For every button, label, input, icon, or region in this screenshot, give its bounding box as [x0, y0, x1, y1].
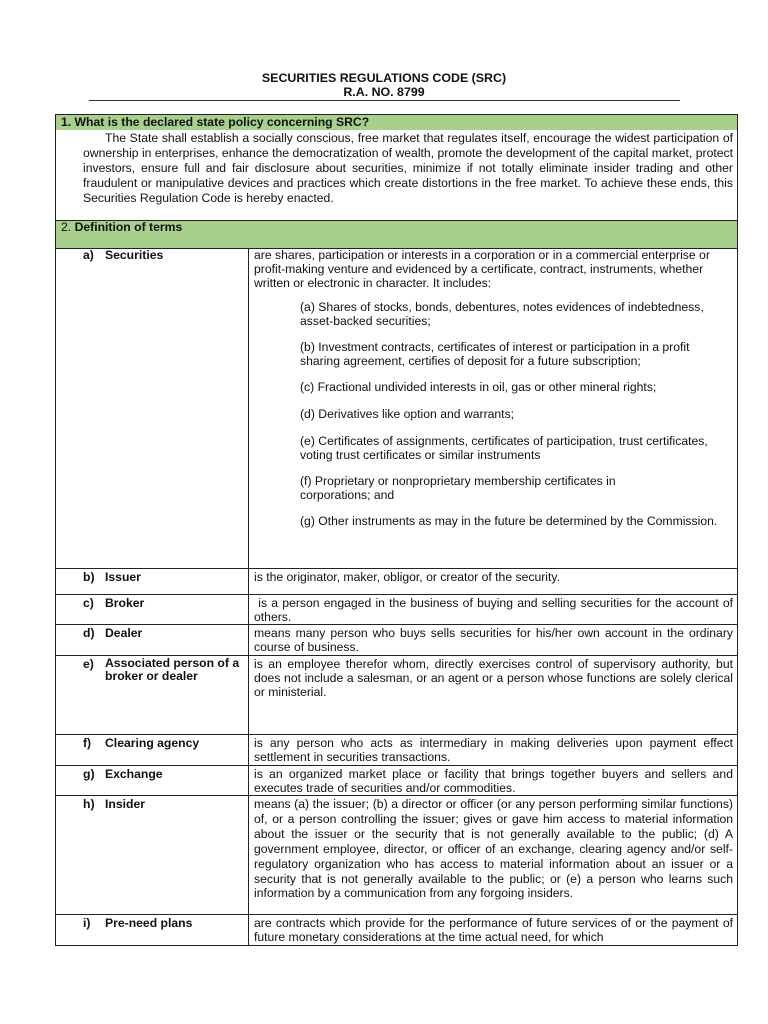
document-subtitle: R.A. NO. 8799	[343, 85, 425, 99]
term-label: Associated person of a broker or dealer	[105, 656, 240, 683]
term-letter: i)	[83, 916, 91, 930]
row-divider	[55, 624, 738, 625]
term-clearing-agency	[83, 736, 199, 750]
section2-heading	[61, 220, 182, 234]
definition-issuer: is the originator, maker, obligor, or creator of the security.	[254, 570, 560, 584]
term-insider	[83, 797, 145, 811]
row-divider	[55, 765, 738, 766]
term-letter: b)	[83, 570, 95, 584]
definition-clearing-agency: is any person who acts as intermediary in making deliveries upon payment effect settlement in securities transactions.	[254, 736, 733, 764]
term-letter: e)	[83, 657, 94, 671]
securities-item: (e) Certificates of assignments, certificates of participation, trust certificates, voting trust certificates or similar instruments	[300, 434, 708, 462]
securities-item: (a) Shares of stocks, bonds, debentures, notes evidences of indebtedness, asset-backed securities;	[300, 300, 704, 328]
row-divider	[55, 594, 738, 595]
term-letter: f)	[83, 736, 92, 750]
term-issuer	[83, 570, 141, 584]
term-label: Pre-need plans	[105, 916, 193, 930]
term-associated-person	[83, 657, 245, 683]
term-letter: c)	[83, 596, 94, 610]
title-underline	[89, 100, 680, 101]
document-title: SECURITIES REGULATIONS CODE (SRC)	[261, 71, 507, 85]
definition-securities: are shares, participation or interests in a corporation or in a commercial enterprise or profit-making venture and evidenced by a certificate, contract, instruments, whether written or electronic in character. It includes:	[254, 248, 710, 290]
term-label: Issuer	[105, 570, 141, 584]
definition-exchange: is an organized market place or facility that brings together buyers and sellers and executes trade of securities and/or commodities.	[254, 767, 733, 795]
section2-heading-number: 2.	[61, 220, 72, 234]
term-dealer	[83, 626, 142, 640]
term-label: Broker	[105, 596, 145, 610]
securities-item: (g) Other instruments as may in the future be determined by the Commission.	[300, 514, 718, 528]
term-broker	[83, 596, 144, 610]
definition-broker: is a person engaged in the business of buying and selling securities for the account of others.	[254, 596, 737, 624]
section1-body: The State shall establish a socially conscious, free market that regulates itself, encourage the widest participation of ownership in enterprises, enhance the democratization of wealth, promote the development of the capital market, protect investors, ensure full and fair disclosure about securities, minimize if not totally eliminate insider trading and other fraudulent or manipulative devices and practices which create distortions in the free market. To achieve these ends, this Securities Regulation Code is hereby enacted.	[83, 131, 733, 205]
term-letter: a)	[83, 248, 94, 262]
term-letter: d)	[83, 626, 95, 640]
row-divider	[55, 734, 738, 735]
table-column-divider	[248, 249, 249, 946]
term-letter: g)	[83, 767, 95, 781]
table-right-border	[737, 249, 738, 946]
table-bottom-border	[55, 945, 738, 946]
term-securities	[83, 248, 163, 262]
definition-associated-person: is an employee therefor whom, directly exercises control of supervisory authority, but does not include a salesman, or an agent or a person whose functions are solely clerical or ministerial.	[254, 657, 733, 699]
term-label: Dealer	[105, 626, 143, 640]
term-letter: h)	[83, 797, 95, 811]
term-pre-need-plans	[83, 916, 192, 930]
term-label: Securities	[105, 248, 164, 262]
securities-item: (c) Fractional undivided interests in oil, gas or other mineral rights;	[300, 380, 657, 394]
row-divider	[55, 795, 738, 796]
securities-item: (f) Proprietary or nonproprietary membership certificates in corporations; and	[300, 474, 616, 502]
term-exchange	[83, 767, 163, 781]
securities-item: (d) Derivatives like option and warrants;	[300, 407, 515, 421]
securities-item: (b) Investment contracts, certificates of interest or participation in a profit sharing agreement, certifies of deposit for a future subscription;	[300, 340, 690, 368]
term-label: Insider	[105, 797, 145, 811]
row-divider	[55, 914, 738, 915]
row-divider	[55, 568, 738, 569]
definition-insider: means (a) the issuer; (b) a director or officer (or any person performing similar functions) of, or a person controlling the issuer; gives or gave him access to material information about the issuer or the security that is not generally available to the public; (d) A government employee, director, or officer of an exchange, clearing agency and/or self-regulatory organization who has access to material information about an issuer or a security that is not generally available to the public; or (e) a person who learns such information by a communication from any forgoing insiders.	[254, 797, 733, 901]
definition-pre-need-plans: are contracts which provide for the performance of future services of or the payment of future monetary considerations at the time actual need, for which	[254, 916, 733, 944]
definition-dealer: means many person who buys sells securities for his/her own account in the ordinary course of business.	[254, 626, 733, 654]
table-left-border	[55, 249, 56, 946]
section2-heading-text: Definition of terms	[74, 220, 183, 234]
term-label: Exchange	[105, 767, 163, 781]
term-label: Clearing agency	[105, 736, 200, 750]
section1-heading: 1. What is the declared state policy concerning SRC?	[61, 115, 370, 129]
